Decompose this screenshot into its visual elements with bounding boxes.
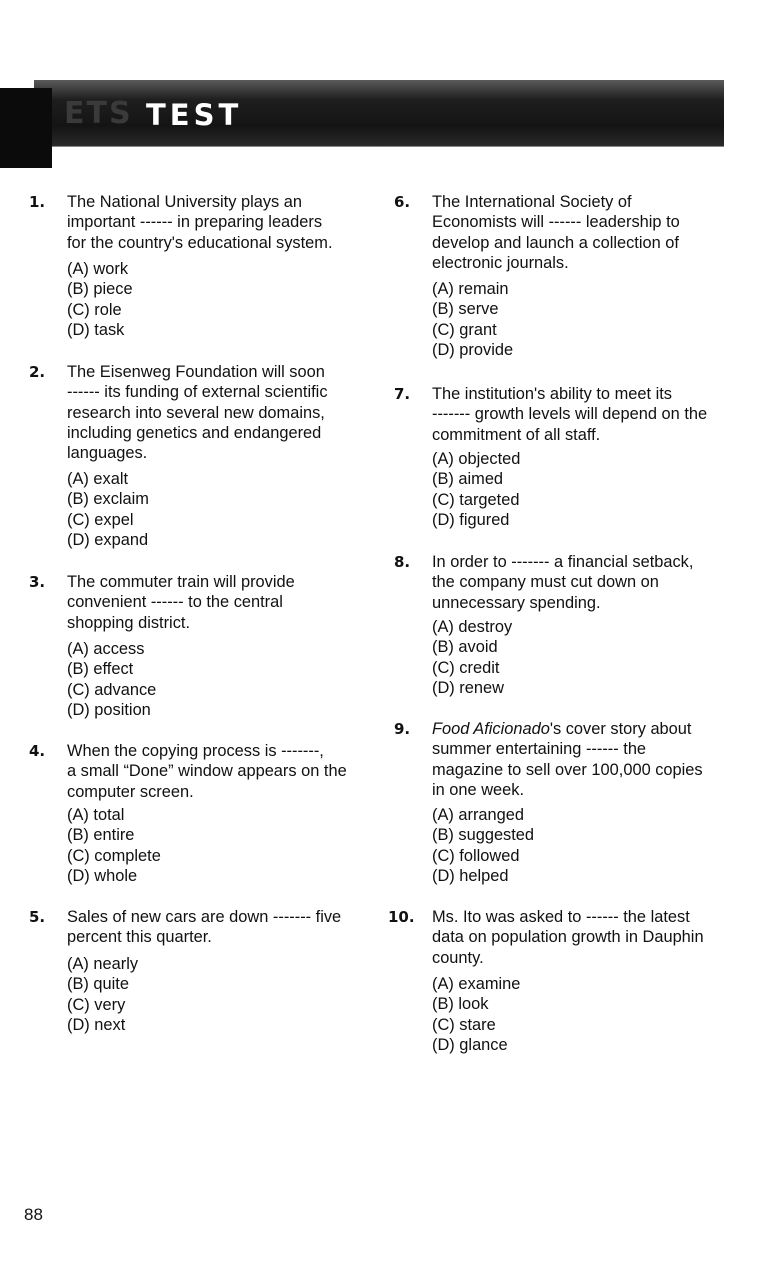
option-a: (A) arranged [432, 806, 525, 824]
page-number: 88 [24, 1205, 43, 1224]
option-a: (A) remain [432, 280, 509, 298]
question-number: 4. [29, 742, 46, 760]
answer-options [432, 617, 512, 698]
option-a: (A) exalt [67, 470, 129, 488]
question-stem: The National University plays an important ------ in preparing leaders for the country's educational system. [67, 193, 333, 252]
option-a: (A) access [67, 640, 145, 658]
option-d: (D) next [67, 1015, 126, 1034]
option-a: (A) total [67, 806, 125, 824]
question-number: 2. [29, 363, 46, 381]
option-c: (C) advance [67, 680, 157, 699]
question-stem-text: 's cover story about summer entertaining ------ the magazine to sell over 100,000 copies in one week. [432, 720, 703, 799]
answer-options [67, 259, 133, 340]
option-a: (A) examine [432, 975, 521, 993]
option-d: (D) renew [432, 678, 504, 697]
option-d: (D) helped [432, 866, 509, 885]
question-stem: Sales of new cars are down ------- five percent this quarter. [67, 908, 342, 947]
page-title: TEST [146, 98, 243, 132]
option-c: (C) followed [432, 846, 520, 865]
option-b: (B) serve [432, 300, 499, 319]
option-b: (B) look [432, 995, 489, 1014]
answer-options [432, 974, 520, 1055]
option-a: (A) objected [432, 450, 521, 468]
option-b: (B) entire [67, 826, 135, 845]
question-number: 9. [394, 720, 411, 738]
option-b: (B) effect [67, 660, 134, 679]
answer-options [67, 805, 161, 886]
option-d: (D) whole [67, 866, 138, 885]
question-number: 3. [29, 573, 46, 591]
answer-options [67, 469, 149, 550]
section-ghost-label: ETS [64, 96, 133, 131]
option-a: (A) destroy [432, 618, 513, 636]
answer-options [432, 279, 513, 360]
answer-options [67, 954, 138, 1035]
question-number: 8. [394, 553, 411, 571]
option-a: (A) nearly [67, 955, 139, 973]
option-b: (B) piece [67, 280, 133, 299]
question-number: 6. [394, 193, 411, 211]
question-stem: The International Society of Economists will ------ leadership to develop and launch a collection of electronic journals. [432, 193, 680, 272]
question-number: 7. [394, 385, 411, 403]
question-stem: Ms. Ito was asked to ------ the latest data on population growth in Dauphin county. [432, 908, 704, 967]
option-d: (D) position [67, 700, 151, 719]
divider [52, 146, 724, 147]
option-d: (D) glance [432, 1035, 508, 1054]
option-b: (B) exclaim [67, 490, 149, 509]
question-number: 5. [29, 908, 46, 926]
question-stem: When the copying process is -------, a small “Done” window appears on the computer screen. [67, 742, 347, 801]
question-number: 10. [388, 908, 415, 926]
option-d: (D) task [67, 320, 125, 339]
option-b: (B) quite [67, 975, 129, 994]
option-b: (B) avoid [432, 638, 498, 657]
section-banner [34, 80, 724, 146]
option-d: (D) figured [432, 510, 510, 529]
option-c: (C) complete [67, 846, 161, 865]
banner-tab [0, 88, 52, 168]
option-b: (B) aimed [432, 470, 504, 489]
option-c: (C) expel [67, 510, 134, 529]
answer-options [432, 805, 534, 886]
option-c: (C) role [67, 300, 122, 319]
option-c: (C) targeted [432, 490, 520, 509]
answer-options [67, 639, 156, 720]
option-c: (C) stare [432, 1015, 496, 1034]
option-a: (A) work [67, 260, 129, 278]
option-d: (D) provide [432, 340, 514, 359]
question-stem [432, 719, 732, 800]
option-c: (C) grant [432, 320, 497, 339]
magazine-title: Food Aficionado [432, 720, 550, 738]
question-number: 1. [29, 193, 46, 211]
option-c: (C) credit [432, 658, 500, 677]
option-b: (B) suggested [432, 826, 535, 845]
option-c: (C) very [67, 995, 126, 1014]
option-d: (D) expand [67, 530, 149, 549]
question-stem: The Eisenweg Foundation will soon ------ its funding of external scientific research into several new domains, including genetics and endangered languages. [67, 363, 328, 463]
question-stem: The institution's ability to meet its ------- growth levels will depend on the commitment of all staff. [432, 385, 708, 444]
question-stem: The commuter train will provide convenient ------ to the central shopping district. [67, 573, 295, 632]
question-stem: In order to ------- a financial setback, the company must cut down on unnecessary spending. [432, 553, 694, 612]
answer-options [432, 449, 520, 530]
